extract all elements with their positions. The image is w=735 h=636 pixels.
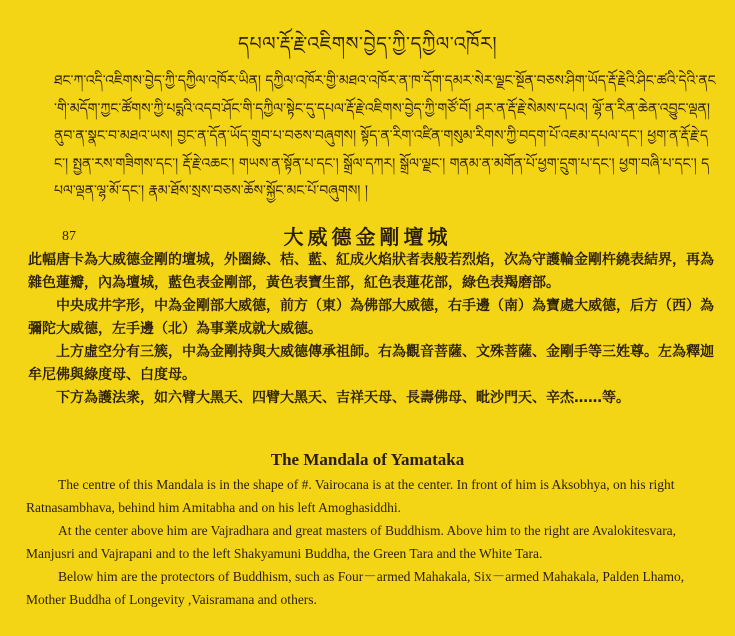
chinese-paragraph: 上方虛空分有三簇，中為金剛持與大威德傳承祖師。右為觀音菩薩、文殊菩薩、金剛手等三姓尊。左為釋迦牟尼佛與綠度母、白度母。 xyxy=(28,344,714,383)
english-paragraph: The centre of this Mandala is in the shape of #. Vairocana is at the center. In front of him is Aksobhya, on his right Ratnasambhava, behind him Amitabha and on his left Amoghasiddhi. xyxy=(26,477,675,515)
page-number: 87 xyxy=(62,229,76,244)
tibetan-title: དཔལ་རྡོ་རྗེ་འཇིགས་བྱེད་ཀྱི་དཀྱིལ་འཁོར། xyxy=(237,33,498,55)
english-body xyxy=(26,473,722,611)
chinese-paragraph: 下方為護法衆，如六臂大黑天、四臂大黑天、吉祥天母、長壽佛母、毗沙門天、辛杰……等。 xyxy=(56,390,630,406)
english-title: The Mandala of Yamataka xyxy=(270,450,465,469)
chinese-body xyxy=(28,249,718,410)
chinese-paragraph: 中央成井字形，中為金剛部大威德，前方（東）為佛部大威德，右手邊（南）為寶處大威德，后方（西）為彌陀大威德，左手邊（北）為事業成就大威德。 xyxy=(28,298,714,337)
english-paragraph: At the center above him are Vajradhara and great masters of Buddhism. Above him to the right are Avalokitesvara, Manjusri and Vajrapani and to the left Shakyamuni Buddha, the Green Tara and the White Tara. xyxy=(26,523,677,561)
tibetan-body-text: ཐང་ཀ་འདི་འཇིགས་བྱེད་ཀྱི་དཀྱིལ་འཁོར་ཡིན། དཀྱིལ་འཁོར་གྱི་མཐའ་འཁོར་ན་ཁ་དོག་དམར་སེར་ལྗང་སྔོན་བཅས་ཤིག་ཡོད་རྡོ་རྗེའི་ཤིང་ཚའི་དེའི་ནང་གི་མདོག་ཀྱང་ཚོགས་ཀྱི་པདྨའི་འདབ་ཤོང་གི་དཀྱིལ་སྟེང་དུ་དཔལ་རྡོ་རྗེ་འཇིགས་བྱེད་ཀྱི་གཙོ་བོ། ཤར་ན་རྡོ་རྗེ་སེམས་དཔའ། ལྷོ་ན་རིན་ཆེན་འབྱུང་ལྡན། ནུབ་ན་སྣང་བ་མཐའ་ཡས། བྱང་ན་དོན་ཡོད་གྲུབ་པ་བཅས་བཞུགས། སྟོད་ན་རིག་འཛིན་གསུམ་རིགས་ཀྱི་བདག་པོ་འཇམ་དཔལ་དང་། ཕྱག་ན་རྡོ་རྗེ་དང་། སྤྱན་རས་གཟིགས་དང་། རྡོ་རྗེ་འཆང་། གཡས་ན་སྟོན་པ་དང་། སྒྲོལ་དཀར། སྒྲོལ་ལྗང་། གནམ་ན་མགོན་པོ་ཕྱག་དྲུག་པ་དང་། ཕྱག་བཞི་པ་དང་། དཔལ་ལྡན་ལྷ་མོ་དང་། རྣམ་ཐོས་སྲས་བཅས་ཆོས་སྐྱོང་མང་པོ་བཞུགས། ། xyxy=(54,73,716,199)
chinese-title: 大威德金剛壇城 xyxy=(283,225,452,249)
chinese-paragraph: 此幅唐卡為大威德金剛的壇城，外圈綠、桔、藍、紅成火焰狀者表般若烈焰，次為守護輪金剛杵繞表結界，再為雜色蓮瓣，內為壇城，藍色表金剛部，黃色表寶生部，紅色表蓮花部，綠色表羯磨部。 xyxy=(28,252,714,291)
english-paragraph: Below him are the protectors of Buddhism, such as Four－armed Mahakala, Six－armed Mahakala, Palden Lhamo, Mother Buddha of Longevity ,Vaisramana and others. xyxy=(26,569,685,607)
